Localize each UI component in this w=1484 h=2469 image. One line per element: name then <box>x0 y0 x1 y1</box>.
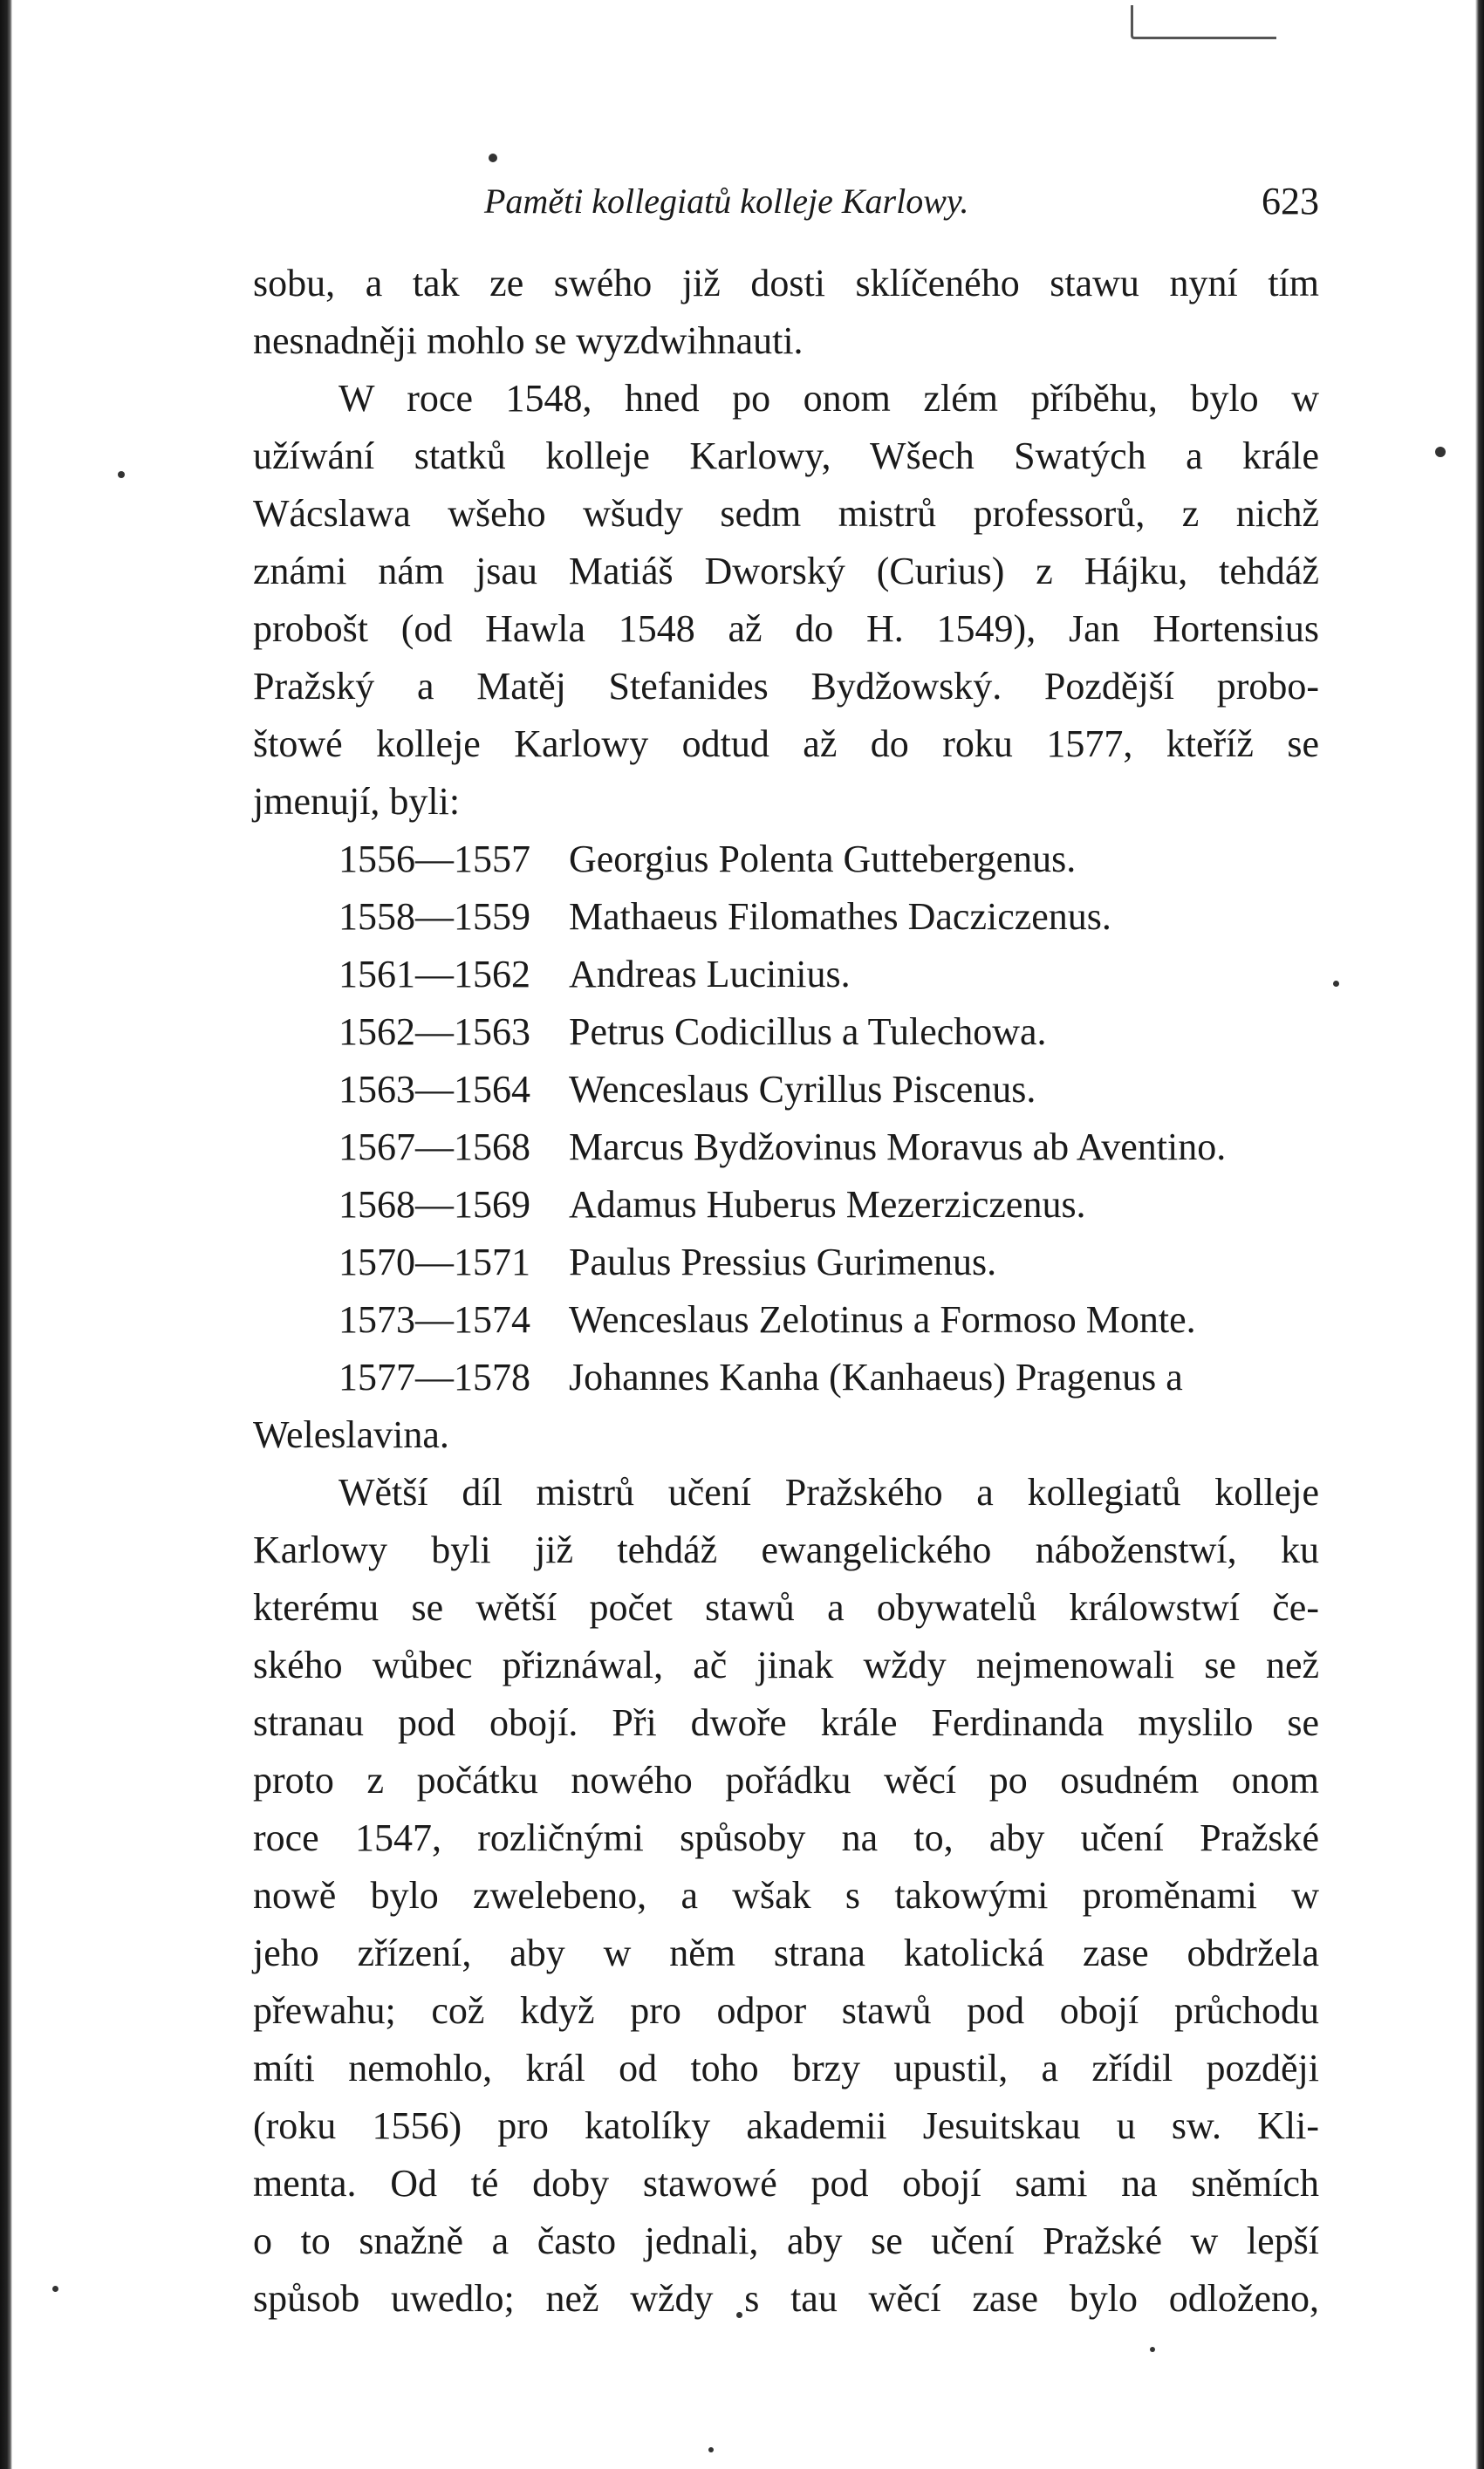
text-line: Wácslawa wšeho wšudy sedm mistrů professorů, z nichž <box>253 492 1319 535</box>
text-line: známi nám jsau Matiáš Dworský (Curius) z Hájku, tehdáž <box>253 550 1319 592</box>
text-line: ského wůbec přiznáwal, ač jinak wždy nejmenowali se než <box>253 1644 1319 1686</box>
page-body <box>253 255 1319 2320</box>
provost-list-item <box>253 1176 1319 1234</box>
text-line: jeho zřízení, aby w něm strana katolická zase obdržela <box>253 1932 1319 1974</box>
text-line: štowé kolleje Karlowy odtud až do roku 1577, kteříž se <box>253 722 1319 765</box>
paragraph-university <box>253 1464 1319 2328</box>
provost-name: Mathaeus Filomathes Dacziczenus. <box>569 895 1111 938</box>
text-line: Pražský a Matěj Stefanides Bydžowský. Pozdější probo- <box>253 665 1319 708</box>
provost-name: Georgius Polenta Guttebergenus. <box>569 838 1077 880</box>
text-line: nowě bylo zwelebeno, a wšak s takowými proměnami w <box>253 1874 1319 1917</box>
scan-edge-left <box>0 0 12 2469</box>
provost-list-item <box>253 831 1319 888</box>
provost-name: Andreas Lucinius. <box>569 953 851 995</box>
text-line: probošt (od Hawla 1548 až do H. 1549), Jan Hortensius <box>253 607 1319 650</box>
text-line: menta. Od té doby stawowé pod obojí sami na sněmích <box>253 2162 1319 2205</box>
provost-list-item <box>253 888 1319 946</box>
text-line: Wětší díl mistrů učení Pražského a kollegiatů kolleje <box>339 1471 1319 1514</box>
page-number: 623 <box>1262 180 1319 222</box>
scan-speck <box>1435 447 1446 457</box>
scan-speck <box>52 2286 58 2292</box>
provost-name: Petrus Codicillus a Tulechowa. <box>569 1010 1047 1053</box>
provost-years: 1570—1571 <box>339 1241 530 1283</box>
text-line: spůsob uwedlo; než wždy s tau wěcí zase bylo odloženo, <box>253 2277 1319 2320</box>
text-line: o to snažně a často jednali, aby se učení Pražské w lepší <box>253 2219 1319 2262</box>
page-header <box>253 173 1319 230</box>
text-line: proto z počátku nowého pořádku wěcí po osudném onom <box>253 1759 1319 1802</box>
provost-list-item <box>253 1003 1319 1061</box>
text-line: jmenují, byli: <box>253 780 461 823</box>
provost-years: 1568—1569 <box>339 1183 530 1226</box>
provost-years: 1558—1559 <box>339 895 530 938</box>
scan-speck <box>118 471 125 478</box>
paragraph-continuation <box>253 255 1319 370</box>
text-line: sobu, a tak ze swého již dosti sklíčeného stawu nyní tím <box>253 262 1319 304</box>
text-line: Karlowy byli již tehdáž ewangelického náboženstwí, ku <box>253 1529 1319 1571</box>
scan-speck <box>1150 2347 1155 2352</box>
provost-list <box>253 831 1319 1464</box>
text-line: (roku 1556) pro katolíky akademii Jesuitskau u sw. Kli- <box>253 2104 1319 2147</box>
provost-name: Paulus Pressius Gurimenus. <box>569 1241 997 1283</box>
provost-list-item <box>253 1349 1319 1406</box>
provost-years: 1561—1562 <box>339 953 530 995</box>
text-line: W roce 1548, hned po onom zlém příběhu, bylo w <box>339 377 1319 420</box>
text-line: roce 1547, rozličnými spůsoby na to, aby učení Pražské <box>253 1816 1319 1859</box>
running-title: Paměti kollegiatů kolleje Karlowy. <box>484 181 969 221</box>
provost-name: Wenceslaus Zelotinus a Formoso Monte. <box>569 1298 1196 1341</box>
text-line: přewahu; což když pro odpor stawů pod obojí průchodu <box>253 1989 1319 2032</box>
provost-years: 1567—1568 <box>339 1125 530 1168</box>
provost-name: Wenceslaus Cyrillus Piscenus. <box>569 1068 1036 1111</box>
provost-name: Johannes Kanha (Kanhaeus) Pragenus a <box>569 1356 1183 1399</box>
text-line: kterému se wětší počet stawů a obywatelů králowstwí če- <box>253 1586 1319 1629</box>
provost-list-item <box>253 1234 1319 1291</box>
scan-speck <box>489 154 497 162</box>
provost-list-item <box>253 1061 1319 1118</box>
provost-years: 1562—1563 <box>339 1010 530 1053</box>
scan-tab-mark <box>1131 5 1276 39</box>
provost-list-continuation: Weleslavina. <box>253 1413 449 1456</box>
provost-list-item <box>253 1118 1319 1176</box>
provost-years: 1556—1557 <box>339 838 530 880</box>
text-line: míti nemohlo, král od toho brzy upustil, a zřídil později <box>253 2047 1319 2089</box>
scan-speck <box>1333 981 1339 987</box>
paragraph-professors <box>253 370 1319 831</box>
provost-years: 1563—1564 <box>339 1068 530 1111</box>
scan-edge-right <box>1475 0 1484 2469</box>
text-line: nesnadněji mohlo se wyzdwihnauti. <box>253 319 804 362</box>
provost-list-item <box>253 1291 1319 1349</box>
provost-list-item <box>253 946 1319 1003</box>
provost-name: Adamus Huberus Mezerziczenus. <box>569 1183 1086 1226</box>
provost-years: 1573—1574 <box>339 1298 530 1341</box>
scan-speck <box>708 2447 714 2452</box>
provost-years: 1577—1578 <box>339 1356 530 1399</box>
text-line: užíwání statků kolleje Karlowy, Wšech Swatých a krále <box>253 434 1319 477</box>
text-line: stranau pod obojí. Při dwoře krále Ferdinanda myslilo se <box>253 1701 1319 1744</box>
provost-name: Marcus Bydžovinus Moravus ab Aventino. <box>569 1125 1227 1168</box>
